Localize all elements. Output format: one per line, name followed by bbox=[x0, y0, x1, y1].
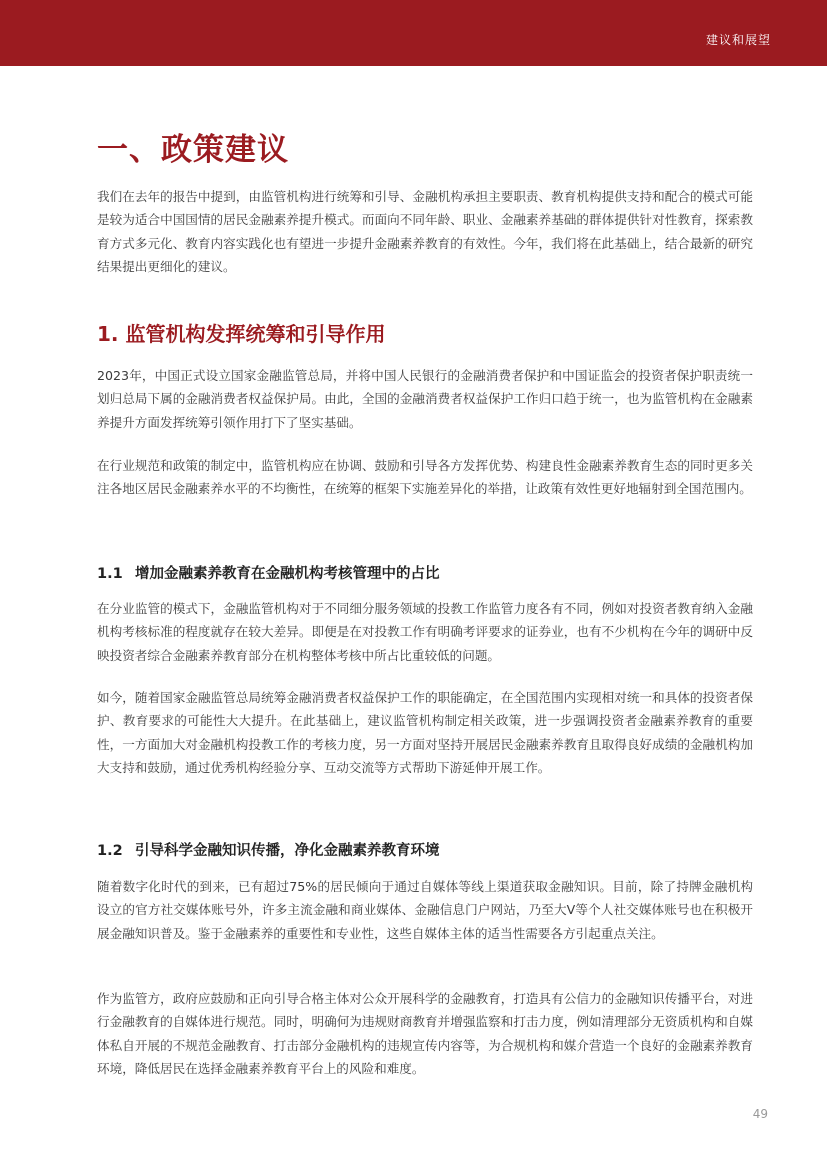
header-bar bbox=[0, 0, 827, 66]
subsection-1-1-paragraph-1: 在分业监管的模式下，金融监管机构对于不同细分服务领域的投教工作监管力度各有不同，例如对投资者教育纳入金融机构考核标准的程度就存在较大差异。即便是在对投教工作有明确考评要求的证券业，也有不少机构在今年的调研中反映投资者综合金融素养教育部分在机构整体考核中所占比重较低的问题。 bbox=[97, 601, 753, 663]
subsection-1-2-paragraph-2: 作为监管方，政府应鼓励和正向引导合格主体对公众开展科学的金融教育，打造具有公信力的金融知识传播平台，对进行金融教育的自媒体进行规范。同时，明确何为违规财商教育并增强监察和打击力度，例如清理部分无资质机构和自媒体私自开展的不规范金融教育、打击部分金融机构的违规宣传内容等，为合规机构和媒介营造一个良好的金融素养教育环境，降低居民在选择金融素养教育平台上的风险和难度。 bbox=[97, 991, 753, 1076]
subsection-1-2-paragraph-1: 随着数字化时代的到来，已有超过75%的居民倾向于通过自媒体等线上渠道获取金融知识。目前，除了持牌金融机构设立的官方社交媒体账号外，许多主流金融和商业媒体、金融信息门户网站，乃至大V等个人社交媒体账号也在积极开展金融知识普及。鉴于金融素养的重要性和专业性，这些自媒体主体的适当性需要各方引起重点关注。 bbox=[97, 879, 753, 941]
subsection-1-2-heading bbox=[97, 839, 440, 860]
page-number: 49 bbox=[752, 1107, 768, 1121]
subsection-1-1-heading bbox=[97, 562, 440, 583]
section-1-heading: 1. 监管机构发挥统筹和引导作用 bbox=[97, 322, 386, 346]
subsection-1-1-title: 增加金融素养教育在金融机构考核管理中的占比 bbox=[135, 566, 440, 582]
page-title: 一、政策建议 bbox=[97, 132, 289, 168]
subsection-1-2-number: 1.2 bbox=[97, 843, 123, 859]
subsection-1-2-title: 引导科学金融知识传播，净化金融素养教育环境 bbox=[135, 843, 440, 859]
section-label: 建议和展望 bbox=[705, 33, 771, 47]
section-1-paragraph-2: 在行业规范和政策的制定中，监管机构应在协调、鼓励和引导各方发挥优势、构建良性金融素养教育生态的同时更多关注各地区居民金融素养水平的不均衡性，在统筹的框架下实施差异化的举措，让政策有效性更好地辐射到全国范围内。 bbox=[97, 458, 753, 497]
subsection-1-1-number: 1.1 bbox=[97, 566, 123, 582]
section-1-paragraph-1: 2023年，中国正式设立国家金融监管总局，并将中国人民银行的金融消费者保护和中国证监会的投资者保护职责统一划归总局下属的金融消费者权益保护局。由此，全国的金融消费者权益保护工作归口趋于统一，也为监管机构在金融素养提升方面发挥统筹引领作用打下了坚实基础。 bbox=[97, 368, 753, 430]
intro-paragraph: 我们在去年的报告中提到，由监管机构进行统筹和引导、金融机构承担主要职责、教育机构提供支持和配合的模式可能是较为适合中国国情的居民金融素养提升模式。而面向不同年龄、职业、金融素养基础的群体提供针对性教育，探索教育方式多元化、教育内容实践化也有望进一步提升金融素养教育的有效性。今年，我们将在此基础上，结合最新的研究结果提出更细化的建议。 bbox=[97, 189, 753, 274]
subsection-1-1-paragraph-2: 如今，随着国家金融监管总局统筹金融消费者权益保护工作的职能确定，在全国范围内实现相对统一和具体的投资者保护、教育要求的可能性大大提升。在此基础上，建议监管机构制定相关政策，进一步强调投资者金融素养教育的重要性，一方面加大对金融机构投教工作的考核力度，另一方面对坚持开展居民金融素养教育且取得良好成绩的金融机构加大支持和鼓励，通过优秀机构经验分享、互动交流等方式帮助下游延伸开展工作。 bbox=[97, 690, 753, 775]
